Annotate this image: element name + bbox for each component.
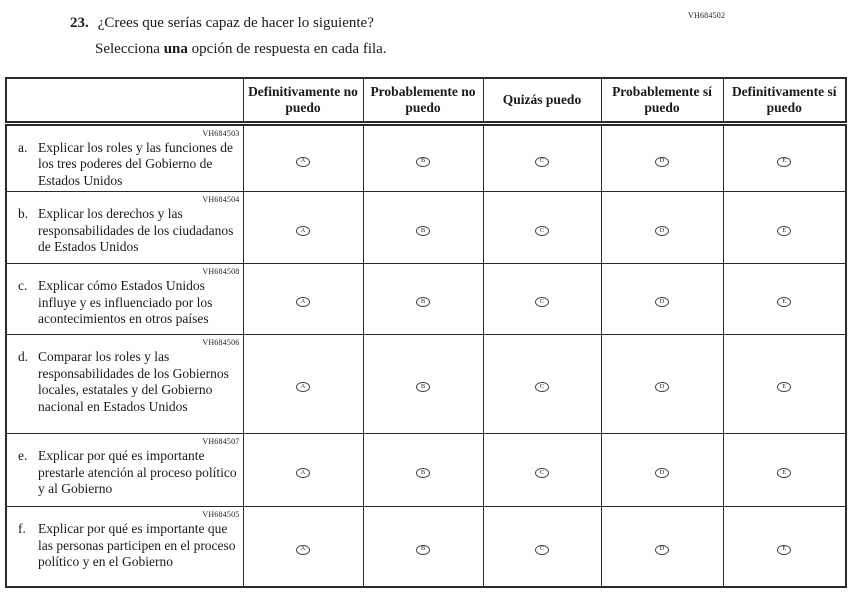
option-cell-c: [483, 335, 601, 434]
item-id-code: VH684504: [202, 195, 240, 204]
option-cell-e: [723, 192, 846, 264]
bubble-letter: B: [420, 545, 426, 553]
item-letter: e.: [18, 448, 28, 463]
question-text: ¿Crees que serías capaz de hacer lo siguiente?: [97, 15, 374, 31]
table-row: [6, 335, 846, 434]
bubble-letter: D: [659, 226, 665, 234]
option-bubble-b[interactable]: [416, 468, 430, 478]
option-bubble-e[interactable]: [777, 382, 791, 392]
item-text: Explicar cómo Estados Unidos influye y es influenciado por los acontecimientos en otros países: [38, 278, 213, 326]
bubble-letter: A: [300, 545, 306, 553]
option-cell-b: [363, 192, 483, 264]
answer-table-body: [6, 123, 846, 587]
instruction-bold-word: una: [163, 41, 188, 57]
option-cell-c: [483, 507, 601, 587]
option-bubble-d[interactable]: [655, 382, 669, 392]
option-bubble-b[interactable]: [416, 226, 430, 236]
option-cell-d: [601, 507, 723, 587]
option-bubble-e[interactable]: [777, 226, 791, 236]
bubble-letter: C: [539, 226, 545, 234]
option-cell-d: [601, 123, 723, 192]
bubble-letter: B: [420, 469, 426, 476]
bubble-letter: D: [659, 545, 665, 553]
question-number: 23.: [70, 15, 89, 31]
option-cell-c: [483, 434, 601, 507]
item-id-code: VH684507: [202, 437, 240, 446]
option-cell-b: [363, 335, 483, 434]
item-stem-cell: [6, 507, 243, 587]
bubble-letter: E: [782, 469, 787, 476]
option-bubble-a[interactable]: [296, 297, 310, 307]
item-stem-cell: [6, 192, 243, 264]
item-letter: c.: [18, 278, 28, 293]
item-text: Comparar los roles y las responsabilidades de los Gobiernos locales, estatales y del Gobierno nacional en Estados Unidos: [38, 349, 229, 414]
option-cell-c: [483, 264, 601, 335]
option-cell-d: [601, 434, 723, 507]
column-header-probablemente-no: Probablemente no puedo: [363, 78, 483, 123]
option-bubble-c[interactable]: [535, 468, 549, 478]
item-statement: [7, 277, 243, 330]
option-cell-b: [363, 123, 483, 192]
option-bubble-b[interactable]: [416, 545, 430, 555]
item-text: Explicar por qué es importante que las personas participen en el proceso político y en el Gobierno: [38, 521, 236, 569]
option-bubble-c[interactable]: [535, 545, 549, 555]
option-bubble-a[interactable]: [296, 226, 310, 236]
instruction-suffix: opción de respuesta en cada fila.: [187, 41, 387, 57]
option-bubble-b[interactable]: [416, 157, 430, 167]
bubble-letter: A: [300, 298, 306, 305]
item-stem-cell: [6, 335, 243, 434]
option-bubble-c[interactable]: [535, 297, 549, 307]
item-id-code: VH684506: [202, 338, 240, 347]
option-cell-a: [243, 264, 363, 335]
item-stem-cell: [6, 264, 243, 335]
option-bubble-a[interactable]: [296, 468, 310, 478]
bubble-letter: C: [539, 545, 545, 553]
bubble-letter: E: [782, 298, 787, 305]
item-statement: [7, 348, 243, 417]
table-row: [6, 507, 846, 587]
bubble-letter: A: [300, 383, 306, 390]
option-cell-a: [243, 434, 363, 507]
option-bubble-d[interactable]: [655, 226, 669, 236]
item-stem-cell: [6, 434, 243, 507]
question-block: [70, 14, 630, 59]
option-bubble-c[interactable]: [535, 382, 549, 392]
table-row: [6, 192, 846, 264]
option-bubble-d[interactable]: [655, 468, 669, 478]
option-cell-e: [723, 264, 846, 335]
header-row: [6, 78, 846, 123]
table-row: [6, 123, 846, 192]
bubble-letter: E: [782, 545, 787, 553]
bubble-letter: C: [539, 157, 545, 165]
option-bubble-d[interactable]: [655, 157, 669, 167]
item-statement: [7, 139, 243, 192]
option-cell-e: [723, 434, 846, 507]
bubble-letter: B: [420, 383, 426, 390]
option-bubble-e[interactable]: [777, 545, 791, 555]
option-bubble-d[interactable]: [655, 297, 669, 307]
item-letter: f.: [18, 521, 26, 536]
response-matrix-table: [5, 77, 847, 588]
bubble-letter: C: [539, 298, 545, 305]
column-header-probablemente-si: Probablemente sí puedo: [601, 78, 723, 123]
option-cell-a: [243, 335, 363, 434]
item-stem-cell: [6, 123, 243, 192]
option-bubble-e[interactable]: [777, 468, 791, 478]
option-cell-d: [601, 335, 723, 434]
bubble-letter: D: [659, 469, 665, 476]
option-cell-e: [723, 123, 846, 192]
option-bubble-c[interactable]: [535, 226, 549, 236]
option-bubble-e[interactable]: [777, 297, 791, 307]
option-cell-d: [601, 192, 723, 264]
option-cell-b: [363, 507, 483, 587]
option-cell-a: [243, 192, 363, 264]
instruction-prefix: Selecciona: [95, 41, 164, 57]
item-id-code: VH684503: [202, 128, 240, 138]
bubble-letter: E: [782, 226, 787, 234]
option-cell-a: [243, 123, 363, 192]
item-statement: [7, 205, 243, 258]
option-bubble-a[interactable]: [296, 545, 310, 555]
option-cell-e: [723, 335, 846, 434]
bubble-letter: D: [659, 383, 665, 390]
option-bubble-c[interactable]: [535, 157, 549, 167]
option-bubble-b[interactable]: [416, 382, 430, 392]
option-bubble-d[interactable]: [655, 545, 669, 555]
option-bubble-a[interactable]: [296, 382, 310, 392]
bubble-letter: B: [420, 157, 426, 165]
item-letter: b.: [18, 206, 29, 221]
option-cell-b: [363, 264, 483, 335]
option-bubble-b[interactable]: [416, 297, 430, 307]
question-id-code: VH684502: [688, 11, 726, 20]
option-cell-b: [363, 434, 483, 507]
bubble-letter: D: [659, 298, 665, 305]
bubble-letter: A: [300, 469, 306, 476]
instruction-line: [70, 40, 630, 59]
option-bubble-a[interactable]: [296, 157, 310, 167]
bubble-letter: C: [539, 469, 545, 476]
table-row: [6, 264, 846, 335]
option-bubble-e[interactable]: [777, 157, 791, 167]
item-letter: d.: [18, 349, 29, 364]
table-row: [6, 434, 846, 507]
column-header-quizas: Quizás puedo: [483, 78, 601, 123]
empty-header-cell: [6, 78, 243, 123]
bubble-letter: E: [782, 383, 787, 390]
bubble-letter: A: [300, 157, 306, 165]
item-text: Explicar por qué es importante prestarle atención al proceso político y al Gobierno: [38, 448, 237, 496]
item-id-code: VH684508: [202, 267, 240, 276]
item-text: Explicar los roles y las funciones de los tres poderes del Gobierno de Estados Unidos: [38, 139, 233, 188]
item-text: Explicar los derechos y las responsabilidades de los ciudadanos de Estados Unidos: [38, 206, 234, 254]
bubble-letter: A: [300, 226, 306, 234]
bubble-letter: B: [420, 226, 426, 234]
bubble-letter: C: [539, 383, 545, 390]
bubble-letter: E: [782, 157, 787, 165]
item-id-code: VH684505: [202, 510, 240, 519]
item-statement: [7, 520, 243, 573]
item-letter: a.: [18, 139, 28, 155]
option-cell-c: [483, 123, 601, 192]
question-line: [70, 14, 630, 33]
bubble-letter: D: [659, 157, 665, 165]
column-header-definitivamente-no: Definitivamente no puedo: [243, 78, 363, 123]
option-cell-c: [483, 192, 601, 264]
bubble-letter: B: [420, 298, 426, 305]
option-cell-d: [601, 264, 723, 335]
item-statement: [7, 447, 243, 500]
option-cell-a: [243, 507, 363, 587]
option-cell-e: [723, 507, 846, 587]
column-header-definitivamente-si: Definitivamente sí puedo: [723, 78, 846, 123]
